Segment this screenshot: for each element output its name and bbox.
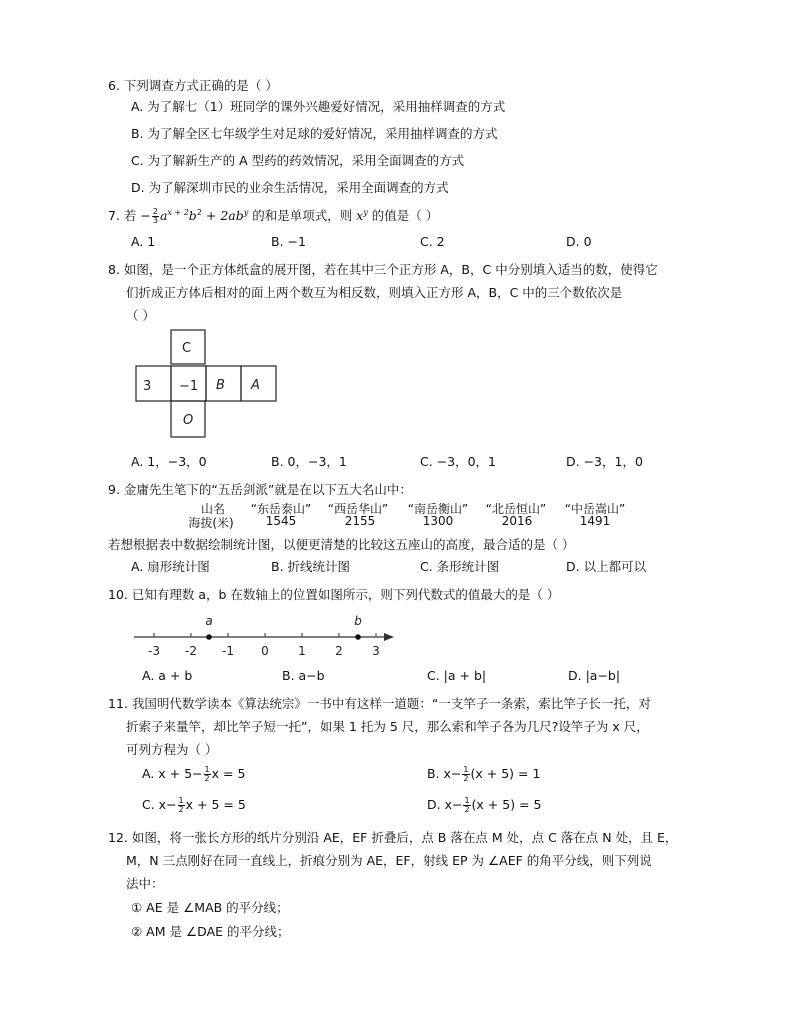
tick-label: -2 [185,644,197,658]
question-10-option-c: C. |a + b| [427,668,487,683]
question-6-option-b: B. 为了解全区七年级学生对足球的爱好情况，采用抽样调查的方式 [131,126,498,141]
question-8-option-d: D. −3，1，0 [566,454,643,469]
question-9-option-c: C. 条形统计图 [420,559,500,574]
table-header-taishan: “东岳泰山” [250,502,312,516]
question-11-line-1: 11. 我国明代数学读本《算法统宗》一书中有这样一道题：“一支竿子一条索，索比竿子长一托，对 [108,696,651,711]
table-header-huashan: “西岳华山” [327,502,389,516]
table-height-label: 海拔(米) [188,516,234,530]
question-11-option-a: A. x + 5− $\frac{1}{2}$ x = 5 [142,765,246,783]
fraction: $\frac{2}{3}$ [152,207,158,225]
tick-label: -3 [148,644,160,658]
point-b-label: b [354,614,362,628]
fraction: $\frac{1}{2}$ [464,796,470,814]
table-height-huashan: 2155 [344,514,376,528]
fraction: $\frac{1}{2}$ [463,765,469,783]
point-a-dot [206,634,212,640]
tick-label: 1 [298,644,306,658]
question-10-option-a: A. a + b [142,668,193,683]
tick-label: -1 [222,644,234,658]
question-9-option-d: D. 以上都可以 [566,559,647,574]
table-height-hengshan-south: 1300 [422,514,454,528]
fraction: $\frac{1}{2}$ [204,765,210,783]
fraction: $\frac{1}{2}$ [178,796,184,814]
question-7-stem: 7. 若 − $\frac{2}{3}$ $a^{x + 2}b^2 + 2ab^y$ 的和是单项式，则 $x^y$ 的值是（ ） [108,207,439,225]
number-line-figure [128,610,400,660]
question-11-option-b: B. x− $\frac{1}{2}$ (x + 5) = 1 [427,765,541,783]
arrow-right-icon [384,633,394,641]
question-12-line-2: M，N 三点刚好在同一直线上，折痕分别为 AE，EF，射线 EP 为 ∠AEF 的角平分线，则下列说 [126,853,652,868]
question-11-line-2: 折索子来量竿，却比竿子短一托”，如果 1 托为 5 尺，那么索和竿子各为几尺?设竿子为 x 尺， [126,719,649,734]
net-label-o: O [183,413,194,428]
question-9-question: 若想根据表中数据绘制统计图，以便更清楚的比较这五座山的高度，最合适的是（ ） [108,537,575,552]
table-height-hengshan-north: 2016 [501,514,533,528]
table-header-hengshan-south: “南岳衡山” [407,502,469,516]
net-label-b: B [216,378,225,393]
question-9-option-a: A. 扇形统计图 [131,559,210,574]
question-8-line-3: （ ） [126,308,155,323]
question-12-item-1: ① AE 是 ∠MAB 的平分线； [131,900,289,915]
tick-label: 2 [335,644,343,658]
table-height-songshan: 1491 [579,514,611,528]
question-7-option-a: A. 1 [131,234,156,249]
question-7-option-b: B. −1 [271,234,306,249]
table-height-taishan: 1545 [265,514,297,528]
net-label-a: A [251,378,260,393]
question-9-stem: 9. 金庸先生笔下的“五岳剑派”就是在以下五大名山中： [108,482,412,497]
question-12-line-1: 12. 如图，将一张长方形的纸片分别沿 AE，EF 折叠后，点 B 落在点 M 处，点 C 落在点 N 处，且 E， [108,830,678,845]
net-label-c: C [182,341,192,356]
question-12-item-2: ② AM 是 ∠DAE 的平分线； [131,924,290,939]
question-8-option-a: A. 1，−3，0 [131,454,207,469]
tick-label: 0 [261,644,269,658]
question-8-line-1: 8. 如图，是一个正方体纸盒的展开图，若在其中三个正方形 A，B，C 中分别填入适当的数，使得它 [108,262,658,277]
table-header-name: 山名 [200,502,225,516]
tick-label: 3 [372,644,380,658]
net-label-minus1: −1 [179,379,199,394]
net-square-3 [136,366,171,401]
question-11-option-d: D. x− $\frac{1}{2}$ (x + 5) = 5 [427,796,542,814]
question-11-line-3: 可列方程为（ ） [126,742,218,757]
question-12-line-3: 法中： [126,876,164,891]
question-11-option-c: C. x− $\frac{1}{2}$ x + 5 = 5 [142,796,246,814]
table-header-songshan: “中岳嵩山” [564,502,626,516]
point-a-label: a [205,614,213,628]
question-6-stem: 6. 下列调查方式正确的是（ ） [108,78,278,93]
question-8-line-2: 们折成正方体后相对的面上两个数互为相反数，则填入正方形 A，B，C 中的三个数依次是 [126,285,623,300]
cube-net-figure [130,328,290,444]
question-10-stem: 10. 已知有理数 a，b 在数轴上的位置如图所示，则下列代数式的值最大的是（ ） [108,587,560,602]
question-7-option-d: D. 0 [566,234,592,249]
question-6-option-d: D. 为了解深圳市民的业余生活情况，采用全面调查的方式 [131,180,449,195]
question-10-option-d: D. |a−b| [568,668,621,683]
question-8-option-c: C. −3，0，1 [420,454,497,469]
question-10-option-b: B. a−b [282,668,325,683]
point-b-dot [355,634,361,640]
question-6-option-a: A. 为了解七（1）班同学的课外兴趣爱好情况，采用抽样调查的方式 [131,99,506,114]
question-8-option-b: B. 0，−3，1 [271,454,347,469]
net-label-3: 3 [143,379,152,394]
question-9-option-b: B. 折线统计图 [271,559,351,574]
table-header-hengshan-north: “北岳恒山” [485,502,547,516]
question-6-option-c: C. 为了解新生产的 A 型药的药效情况，采用全面调查的方式 [131,153,465,168]
question-7-option-c: C. 2 [420,234,445,249]
